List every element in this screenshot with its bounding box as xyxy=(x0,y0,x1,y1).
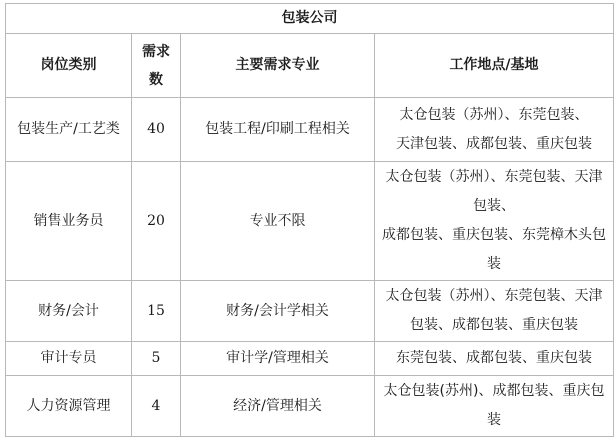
recruitment-table xyxy=(5,3,614,437)
header-location: 工作地点/基地 xyxy=(375,34,614,98)
location-line: 包装、成都包装、重庆包装 xyxy=(410,317,578,333)
location-line: 太仓包装(苏州)、成都包装、重庆包 xyxy=(383,383,605,399)
header-count-line1: 需求 xyxy=(142,43,170,60)
location-line: 装 xyxy=(487,412,501,428)
table-row xyxy=(6,342,614,376)
location-line: 太仓包装（苏州）、东莞包装、 xyxy=(399,106,589,123)
cell-major: 财务/会计学相关 xyxy=(181,281,375,342)
cell-count: 5 xyxy=(132,342,181,376)
cell-count: 15 xyxy=(132,281,181,342)
company-row xyxy=(6,4,614,34)
cell-major: 审计学/管理相关 xyxy=(181,342,375,376)
location-line: 装 xyxy=(487,256,501,272)
header-count-line2: 数 xyxy=(149,71,163,88)
cell-location xyxy=(375,281,614,342)
cell-major: 经济/管理相关 xyxy=(181,376,375,437)
table-row xyxy=(6,162,614,281)
cell-location xyxy=(375,98,614,162)
cell-count: 20 xyxy=(132,162,181,281)
location-line: 太仓包装（苏州）、东莞包装、天津 xyxy=(385,169,603,185)
location-line: 太仓包装（苏州）、东莞包装、天津 xyxy=(385,288,603,304)
company-title: 包装公司 xyxy=(6,4,614,34)
table-row xyxy=(6,98,614,162)
header-row xyxy=(6,34,614,98)
header-category: 岗位类别 xyxy=(6,34,132,98)
cell-major: 专业不限 xyxy=(181,162,375,281)
cell-category: 包装生产/工艺类 xyxy=(6,98,132,162)
table-row xyxy=(6,281,614,342)
cell-major: 包装工程/印刷工程相关 xyxy=(181,98,375,162)
cell-category: 审计专员 xyxy=(6,342,132,376)
location-line: 成都包装、重庆包装、东莞樟木头包 xyxy=(382,227,606,243)
cell-category: 财务/会计 xyxy=(6,281,132,342)
location-line: 天津包装、成都包装、重庆包装 xyxy=(396,135,592,152)
cell-count: 4 xyxy=(132,376,181,437)
location-line: 东莞包装、成都包装、重庆包装 xyxy=(396,350,592,366)
cell-count: 40 xyxy=(132,98,181,162)
cell-category: 销售业务员 xyxy=(6,162,132,281)
cell-location xyxy=(375,376,614,437)
header-major: 主要需求专业 xyxy=(181,34,375,98)
table-row xyxy=(6,376,614,437)
cell-category: 人力资源管理 xyxy=(6,376,132,437)
cell-location xyxy=(375,162,614,281)
location-line: 包装、 xyxy=(473,198,515,214)
header-count xyxy=(132,34,181,98)
cell-location xyxy=(375,342,614,376)
